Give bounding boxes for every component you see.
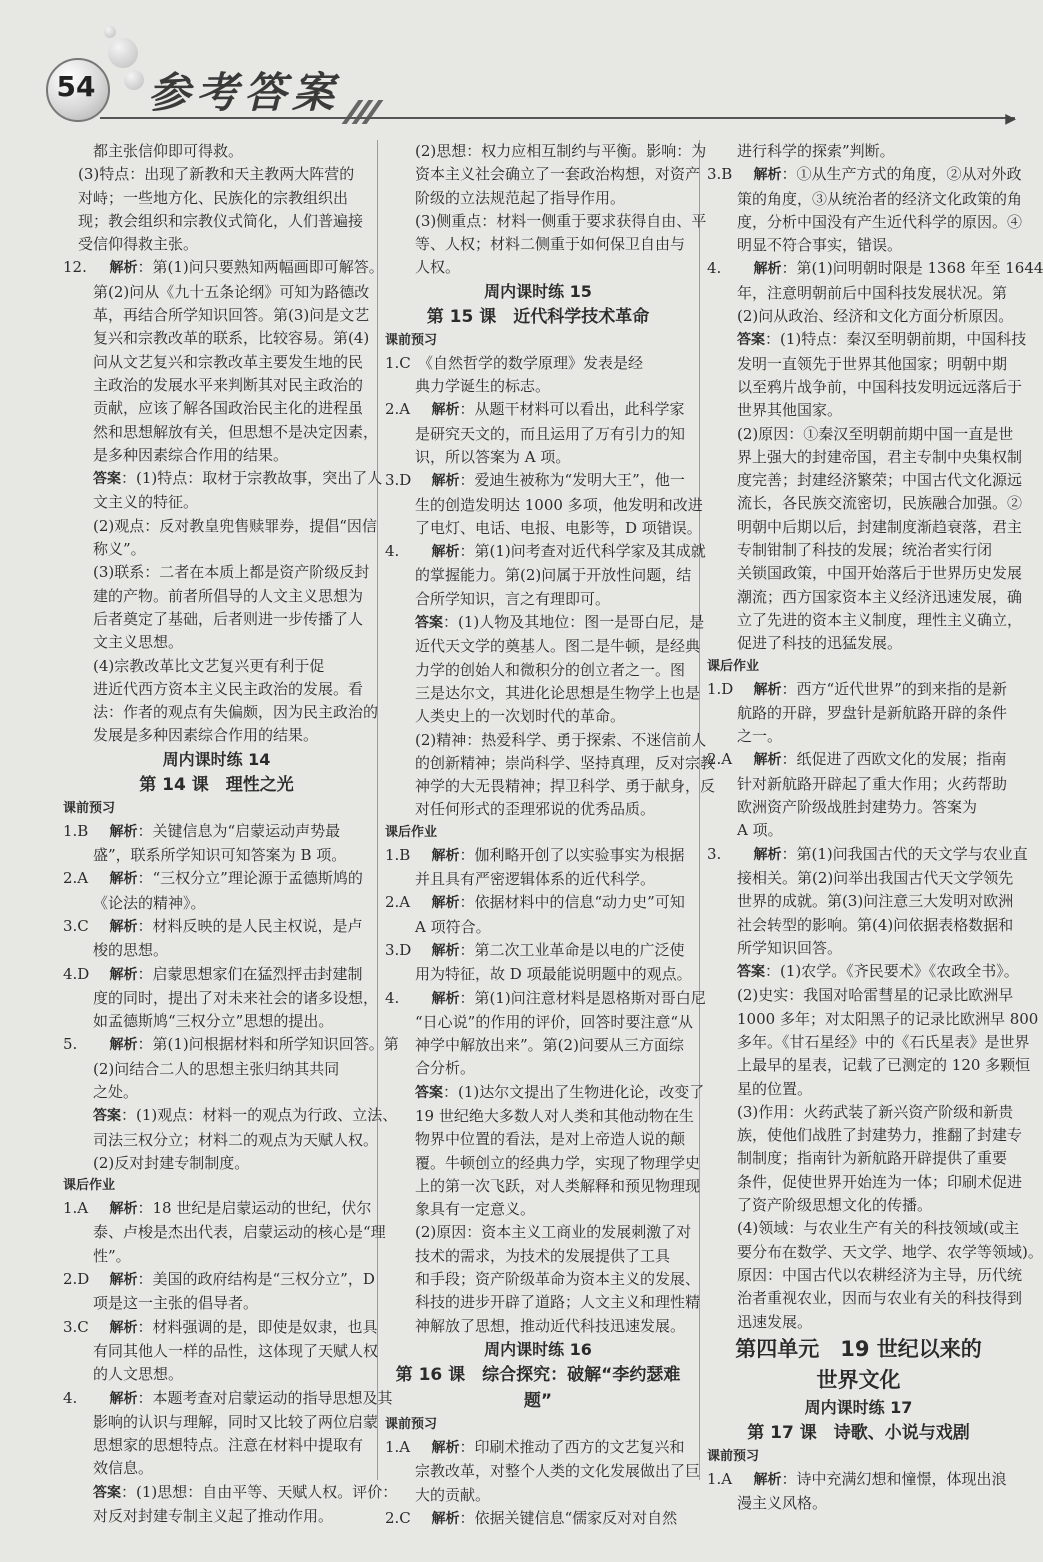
- text-line: 的掌握能力。第(2)问属于开放性问题，结: [415, 566, 692, 585]
- answer-item: [63, 256, 384, 280]
- answer-item: [707, 843, 1028, 867]
- text-line: 技术的需求，为技术的发展提供了工具: [415, 1246, 671, 1265]
- text-line: 大的贡献。: [415, 1485, 491, 1504]
- text-line: 贡献，应该了解各国政治民主化的进程虽: [93, 399, 364, 418]
- item-number: 3.D: [385, 471, 412, 490]
- text-line: 科技的进步开辟了道路；人文主义和理性精: [415, 1293, 701, 1312]
- item-text: ：第(1)问我国古代的天文学与农业直: [781, 844, 1028, 863]
- text-line: (2)反对封建专制制度。: [93, 1153, 250, 1172]
- item-label: 解析: [109, 1037, 138, 1054]
- text-line: (2)思想：权力应相互制约与平衡。影响：为: [415, 142, 707, 160]
- answer-item: [385, 1436, 691, 1460]
- text-line: 多年。《甘石星经》中的《石氏星表》是世界: [737, 1032, 1030, 1051]
- text-line: 后者奠定了基础，后者则进一步传播了人: [93, 609, 364, 628]
- subsection-label: 课前预习: [385, 1416, 438, 1432]
- item-label: 解析: [431, 942, 460, 959]
- item-label: 解析: [109, 966, 138, 983]
- item-text: ：纸促进了西欧文化的发展；指南: [781, 750, 1007, 769]
- text-line: 物界中位置的看法，是对上帝造人说的颠: [415, 1130, 686, 1149]
- answer-item: [63, 1387, 393, 1411]
- item-number: 1.A: [707, 1469, 733, 1488]
- text-line: 关锁国政策，中国开始落后于世界历史发展: [737, 564, 1023, 583]
- text-line: 思想家的思想特点。注意在材料中提取有: [93, 1436, 364, 1455]
- text-line: 要分布在数学、天文学、地学、农学等领域)。: [737, 1242, 1043, 1261]
- item-text: ：第(1)问根据材料和所学知识回答。第: [137, 1035, 399, 1054]
- text-line: 主政治的发展水平来判断其对民主政治的: [93, 375, 364, 394]
- text-line: 对反对封建专制主义起了推动作用。: [93, 1507, 334, 1526]
- text-line: 世界的成就。第(3)问注意三大发明对欧洲: [737, 892, 1014, 911]
- section-heading: 周内课时练 15: [484, 281, 592, 301]
- item-number: 2.A: [63, 869, 89, 888]
- item-text: ：美国的政府结构是“三权分立”，D: [137, 1270, 375, 1289]
- text-line: 上最早的星表，记载了已测定的 120 多颗恒: [737, 1056, 1031, 1075]
- item-text: ：(1)达尔文提出了生物进化论，改变了: [443, 1082, 705, 1101]
- text-line: 之一。: [737, 727, 783, 746]
- item-number: 5.: [63, 1035, 78, 1054]
- text-line: 等、人权；材料二侧重于如何保卫自由与: [415, 235, 686, 254]
- text-line: 三是达尔文，其进化论思想是生物学上也是: [415, 683, 701, 702]
- answer-item: [385, 1507, 691, 1531]
- text-line: 现；教会组织和宗教仪式简化，人们普遍接: [78, 211, 364, 230]
- text-line: (4)宗教改革比文艺复兴更有利于促: [93, 656, 325, 675]
- item-text: ：伽利略开创了以实验事实为根据: [459, 845, 685, 864]
- item-number: 1.A: [385, 1437, 411, 1456]
- item-label: 解析: [431, 544, 460, 561]
- item-number: 2.A: [385, 400, 411, 419]
- text-line: A 项符合。: [415, 917, 491, 936]
- item-number: 4.: [707, 259, 722, 278]
- text-line: 合所学知识，言之有理即可。: [415, 589, 611, 608]
- text-line: (3)作用：火药武装了新兴资产阶级和新贵: [737, 1102, 1014, 1121]
- item-text: ：启蒙思想家们在猛烈抨击封建制: [137, 964, 363, 983]
- text-line: 界上强大的封建帝国，君主专制中央集权制: [737, 447, 1023, 466]
- text-line: 了资产阶级思想文化的传播。: [737, 1196, 933, 1215]
- text-line: 识，所以答案为 A 项。: [415, 447, 571, 466]
- item-label: 解析: [431, 895, 460, 912]
- item-label: 解析: [753, 1471, 782, 1488]
- text-line: 是多种因素综合作用的结果。: [93, 445, 289, 464]
- item-number: 4.: [385, 542, 400, 561]
- answer-item: [707, 257, 1043, 281]
- answer-item: [385, 352, 691, 375]
- text-line: 社会转型的影响。第(4)问依据表格数据和: [737, 915, 1014, 934]
- item-number: 3.C: [63, 916, 89, 935]
- item-number: 1.C: [385, 353, 411, 372]
- text-line: 发展是多种因素综合作用的结果。: [93, 726, 319, 745]
- answer-item: [63, 467, 383, 491]
- text-line: 都主张信仰即可得救。: [93, 142, 244, 160]
- item-label: 答案: [415, 615, 443, 632]
- text-line: 生的创造发明达 1000 多项，他发明和改进: [415, 495, 703, 514]
- text-line: 影响的认识与理解，同时又比较了两位启蒙: [93, 1412, 379, 1431]
- item-text: ：本题考查对启蒙运动的指导思想及其: [137, 1388, 393, 1407]
- text-line: 神解放了思想，推动近代科技迅速发展。: [415, 1316, 686, 1335]
- item-text: 《自然哲学的数学原理》发表是经: [418, 353, 644, 372]
- answer-item: [707, 960, 1019, 984]
- item-text: ：印刷术推动了西方的文艺复兴和: [459, 1437, 685, 1456]
- answer-item: [707, 1468, 1010, 1492]
- text-line: (2)史实：我国对哈雷彗星的记录比欧洲早: [737, 986, 1014, 1005]
- text-line: (2)原因：资本主义工商业的发展刺激了对: [415, 1223, 692, 1242]
- text-line: 对峙；一些地方化、民族化的宗教组织出: [78, 188, 349, 207]
- text-line: 并且具有严密逻辑体系的近代科学。: [415, 870, 656, 889]
- column-right: [707, 140, 1043, 1515]
- text-line: A 项。: [737, 821, 783, 840]
- answer-item: [385, 540, 706, 564]
- text-line: 第(2)问从《九十五条论纲》可知为路德改: [93, 282, 370, 301]
- item-label: 解析: [431, 473, 460, 490]
- text-line: 如孟德斯鸠“三权分立”思想的提出。: [93, 1012, 334, 1031]
- item-label: 解析: [109, 1319, 138, 1336]
- text-line: 度完善；封建经济繁荣；中国古代文化源远: [737, 471, 1023, 490]
- item-label: 解析: [753, 681, 782, 698]
- text-line: 发明一直领先于世界其他国家；明朝中期: [737, 354, 1008, 373]
- text-line: 族，使他们战胜了封建势力，推翻了封建专: [737, 1126, 1023, 1145]
- answer-item: [63, 1104, 398, 1128]
- answer-item: [63, 820, 370, 844]
- item-label: 解析: [109, 260, 138, 277]
- item-text: ：材料强调的是，即使是奴隶，也具: [137, 1317, 378, 1336]
- text-line: 专制钳制了科技的发展；统治者实行闭: [737, 541, 993, 560]
- item-label: 解析: [753, 846, 782, 863]
- item-label: 解析: [109, 1390, 138, 1407]
- item-label: 答案: [93, 1108, 121, 1125]
- item-label: 解析: [431, 1510, 460, 1527]
- text-line: 力学的创始人和微积分的创立者之一。图: [415, 660, 686, 679]
- text-line: 治者重视农业，因而与农业有关的科技得到: [737, 1289, 1023, 1308]
- text-line: 称义”。: [93, 540, 146, 559]
- item-text: ：(1)特点：秦汉至明朝前期，中国科技: [765, 330, 1027, 349]
- text-line: 神学的大无畏精神；捍卫科学、勇于献身，反: [415, 777, 716, 796]
- text-line: 是研究天文的，而且运用了万有引力的知: [415, 424, 686, 443]
- item-text: ：第(1)问只要熟知两幅画即可解答。: [137, 258, 384, 277]
- item-number: 3.D: [385, 940, 412, 959]
- text-line: 盛”，联系所学知识可知答案为 B 项。: [93, 846, 347, 865]
- item-number: 3.B: [707, 165, 733, 184]
- text-line: 潮流；西方国家资本主义经济迅速发展，确: [737, 587, 1023, 606]
- text-line: 复兴和宗教改革的联系，比较容易。第(4): [93, 329, 370, 348]
- item-number: 4.: [63, 1388, 78, 1407]
- text-line: 和手段；资产阶级革命为资本主义的发展、: [415, 1270, 701, 1289]
- text-line: “日心说”的作用的评价，回答时要注意“从: [415, 1012, 694, 1031]
- subsection-label: 课后作业: [63, 1178, 116, 1194]
- answer-item: [707, 748, 1010, 772]
- text-line: 泰、卢梭是杰出代表，启蒙运动的核心是“理: [93, 1223, 386, 1242]
- item-text: ：①从生产方式的角度，②从对外政: [781, 165, 1022, 184]
- item-text: ：依据关键信息“儒家反对对自然: [459, 1508, 678, 1527]
- answer-item: [385, 1081, 705, 1105]
- text-line: (3)侧重点：材料一侧重于要求获得自由、平: [415, 211, 707, 230]
- text-line: 度，分析中国没有产生近代科学的原因。④: [737, 212, 1023, 231]
- text-line: 法：作者的观点有失偏颇，因为民主政治的: [93, 703, 379, 722]
- item-text: ：第(1)问明朝时限是 1368 年至 1644: [781, 259, 1043, 278]
- item-number: 2.A: [707, 750, 733, 769]
- item-number: 1.B: [385, 845, 411, 864]
- answer-item: [63, 963, 370, 987]
- item-number: 3.C: [63, 1317, 89, 1336]
- text-line: (4)领域：与农业生产有关的科技领域(或主: [737, 1219, 1020, 1238]
- text-line: 上的第一次飞跃，对人类解释和预见物理现: [415, 1176, 701, 1195]
- text-line: 进行科学的探索”判断。: [737, 142, 895, 160]
- text-line: 梭的思想。: [93, 941, 169, 960]
- item-text: ：18 世纪是启蒙运动的世纪，伏尔: [137, 1199, 372, 1218]
- item-number: 1.D: [707, 679, 734, 698]
- text-line: 之处。: [93, 1082, 139, 1101]
- text-line: 性”。: [93, 1246, 131, 1265]
- text-line: 宗教改革，对整个人类的文化发展做出了巨: [415, 1462, 701, 1481]
- text-line: 效信息。: [93, 1459, 154, 1478]
- text-line: (2)原因：①秦汉至明朝前期中国一直是世: [737, 424, 1014, 443]
- column-middle: [385, 140, 716, 1531]
- decorative-bubble-large: [108, 38, 138, 68]
- item-label: 解析: [753, 167, 782, 184]
- item-text: ：第(1)问注意材料是恩格斯对哥白尼: [459, 988, 706, 1007]
- text-line: 人权。: [415, 258, 461, 277]
- item-text: ：“三权分立”理论源于孟德斯鸠的: [137, 869, 363, 888]
- item-text: ：(1)思想：自由平等、天赋人权。评价：: [121, 1482, 398, 1501]
- item-label: 解析: [109, 1201, 138, 1218]
- lesson-title: 第 15 课 近代科学技术革命: [426, 306, 650, 327]
- text-line: (2)问结合二人的思想主张归纳其共同: [93, 1059, 340, 1078]
- text-line: 迅速发展。: [737, 1312, 813, 1331]
- text-line: 问从文艺复兴和宗教改革主要发生地的民: [93, 352, 364, 371]
- text-line: 所学知识回答。: [737, 938, 843, 957]
- section-heading: 周内课时练 14: [162, 749, 271, 769]
- text-line: 文主义思想。: [93, 633, 184, 652]
- text-line: 用为特征，故 D 项最能说明题中的观点。: [415, 965, 692, 984]
- text-line: 的创新精神；崇尚科学、坚持真理，反对宗教: [415, 753, 716, 772]
- item-number: 4.D: [63, 964, 90, 983]
- text-line: 近代天文学的奠基人。图二是牛顿，是经典: [415, 637, 701, 656]
- item-label: 答案: [737, 964, 765, 981]
- text-line: 以至鸦片战争前，中国科技发明远远落后于: [737, 377, 1023, 396]
- answer-item: [385, 987, 706, 1011]
- item-label: 解析: [109, 871, 138, 888]
- text-line: 对任何形式的歪理邪说的优秀品质。: [415, 800, 656, 819]
- item-label: 解析: [753, 261, 782, 278]
- item-text: ：(1)人物及其地位：图一是哥白尼，是: [443, 613, 705, 632]
- item-label: 答案: [737, 332, 765, 349]
- text-line: (2)问从政治、经济和文化方面分析原因。: [737, 307, 1014, 326]
- item-label: 解析: [431, 1439, 460, 1456]
- text-line: 的人文思想。: [93, 1365, 184, 1384]
- page-title: 参考答案: [148, 68, 341, 117]
- answer-item: [385, 398, 691, 422]
- item-text: ：依据材料中的信息“动力史”可知: [459, 893, 685, 912]
- answer-item: [707, 163, 1022, 187]
- answer-item: [63, 867, 370, 891]
- text-line: 1000 多年；对太阳黑子的记录比欧洲早 800: [737, 1009, 1039, 1028]
- text-line: 建的产物。前者所倡导的人文主义思想为: [93, 586, 364, 605]
- item-label: 解析: [431, 990, 460, 1007]
- item-text: ：(1)特点：取材于宗教故事，突出了人: [121, 469, 383, 488]
- text-line: 有同其他人一样的品性，这体现了天赋人权: [93, 1341, 379, 1360]
- text-line: 明显不符合事实，错误。: [737, 236, 903, 255]
- text-line: (3)特点：出现了新教和天主教两大阵营的: [78, 165, 355, 184]
- text-line: 明朝中后期以后，封建制度渐趋衰落，君主: [737, 517, 1023, 536]
- text-line: 资本主义社会确立了一套政治构想，对资产: [415, 165, 701, 184]
- answer-item: [707, 678, 1010, 702]
- answer-item: [63, 1481, 398, 1505]
- item-label: 解析: [431, 847, 460, 864]
- text-line: 革，再结合所学知识回答。第(3)问是文艺: [93, 306, 370, 325]
- text-line: 神学中解放出来”。第(2)问要从三方面综: [415, 1036, 684, 1055]
- item-number: 2.C: [385, 1508, 411, 1527]
- unit-title: 第四单元 19 世纪以来的: [735, 1336, 982, 1361]
- item-text: ：第二次工业革命是以电的广泛使: [459, 940, 685, 959]
- answer-item: [63, 1197, 370, 1221]
- header-rule: [100, 117, 1015, 119]
- text-line: 年，注意明朝前后中国科技发展状况。第: [737, 283, 1008, 302]
- arrow-right-icon: ▶: [1005, 111, 1016, 127]
- decorative-bubble-small: [104, 26, 116, 38]
- column-divider: [377, 140, 378, 1480]
- item-text: ：从题干材料可以看出，此科学家: [459, 400, 685, 419]
- item-number: 3.: [707, 844, 722, 863]
- subsection-label: 课前预习: [385, 332, 438, 348]
- item-label: 答案: [93, 1484, 121, 1501]
- item-text: ：材料反映的是人民主权说，是卢: [137, 916, 363, 935]
- text-line: 流长，各民族交流密切，民族融合加强。②: [737, 494, 1023, 513]
- item-label: 答案: [93, 471, 121, 488]
- answer-item: [385, 611, 705, 635]
- answer-item: [385, 844, 691, 868]
- item-text: ：西方“近代世界”的到来指的是新: [781, 679, 1007, 698]
- item-number: 12.: [63, 258, 87, 277]
- subsection-label: 课前预习: [707, 1448, 760, 1464]
- item-text: ：关键信息为“启蒙运动声势最: [137, 821, 341, 840]
- page-header: [0, 0, 1024, 140]
- text-line: 针对新航路开辟起了重大作用；火药帮助: [737, 774, 1008, 793]
- text-line: (2)观点：反对教皇兜售赎罪券，提倡“因信: [93, 516, 377, 535]
- subsection-label: 课前预习: [63, 800, 116, 816]
- item-label: 解析: [109, 1272, 138, 1289]
- decorative-bubble-medium: [124, 70, 144, 90]
- text-line: (2)精神：热爱科学、勇于探索、不迷信前人: [415, 730, 707, 749]
- item-label: 解析: [753, 752, 782, 769]
- item-number: 1.B: [63, 821, 89, 840]
- text-line: 条件，促使世界开始连为一体；印刷术促进: [737, 1172, 1023, 1191]
- item-text: ：(1)观点：材料一的观点为行政、立法、: [121, 1106, 398, 1125]
- answer-item: [385, 469, 691, 493]
- lesson-title: 第 17 课 诗歌、小说与戏剧: [747, 1422, 970, 1443]
- text-line: 立了先进的资本主义制度，理性主义确立，: [737, 610, 1023, 629]
- text-line: 象具有一定意义。: [415, 1200, 536, 1219]
- lesson-title: 第 14 课 理性之光: [139, 774, 294, 795]
- answer-item: [707, 328, 1027, 352]
- subsection-label: 课后作业: [385, 824, 438, 840]
- text-line: 19 世纪绝大多数人对人类和其他动物在生: [415, 1106, 694, 1125]
- answer-item: [385, 891, 691, 915]
- item-label: 解析: [109, 823, 138, 840]
- item-label: 解析: [431, 402, 460, 419]
- item-number: 2.A: [385, 893, 411, 912]
- lesson-title: 第 16 课 综合探究：破解“李约瑟难题”: [395, 1364, 681, 1411]
- text-line: 星的位置。: [737, 1079, 813, 1098]
- item-text: ：(1)农学。《齐民要术》《农政全书》。: [765, 962, 1019, 981]
- answer-item: [63, 915, 370, 939]
- text-line: 欧洲资产阶级战胜封建势力。答案为: [737, 798, 978, 817]
- text-line: 覆。牛顿创立的经典力学，实现了物理学史: [415, 1153, 701, 1172]
- text-line: 文主义的特征。: [93, 493, 199, 512]
- text-line: 合分析。: [415, 1059, 476, 1078]
- text-line: 受信仰得救主张。: [78, 235, 199, 254]
- text-line: 策的角度，③从统治者的经济文化政策的角: [737, 189, 1023, 208]
- item-number: 1.A: [63, 1199, 89, 1218]
- answer-item: [63, 1316, 378, 1340]
- subsection-label: 课后作业: [707, 658, 760, 674]
- text-line: 接相关。第(2)问举出我国古代天文学领先: [737, 868, 1014, 887]
- text-line: 然和思想解放有关，但思想不是决定因素，: [93, 422, 379, 441]
- text-line: 促进了科技的迅猛发展。: [737, 634, 903, 653]
- text-line: 了电灯、电话、电报、电影等，D 项错误。: [415, 518, 702, 537]
- answer-item: [385, 939, 691, 963]
- text-line: 进近代西方资本主义民主政治的发展。看: [93, 679, 364, 698]
- text-line: 典力学诞生的标志。: [415, 377, 551, 396]
- answer-item: [63, 1268, 375, 1292]
- text-line: 人类史上的一次划时代的革命。: [415, 707, 626, 726]
- text-line: 项是这一主张的倡导者。: [93, 1294, 259, 1313]
- item-number: 2.D: [63, 1270, 90, 1289]
- item-text: ：诗中充满幻想和憧憬，体现出浪: [781, 1469, 1007, 1488]
- item-label: 答案: [415, 1084, 443, 1101]
- text-line: 漫主义风格。: [737, 1494, 828, 1513]
- text-line: (3)联系：二者在本质上都是资产阶级反封: [93, 563, 370, 582]
- item-text: ：爱迪生被称为“发明大王”，他一: [459, 471, 685, 490]
- text-line: 原因：中国古代以农耕经济为主导，历代统: [737, 1265, 1023, 1284]
- text-line: 制制度；指南针为新航路开辟提供了重要: [737, 1149, 1008, 1168]
- answer-item: [63, 1033, 399, 1057]
- text-line: 阶级的立法规范起了指导作用。: [415, 188, 626, 207]
- section-heading: 周内课时练 16: [484, 1339, 592, 1359]
- page-number: 54: [56, 70, 96, 103]
- text-line: 航路的开辟，罗盘针是新航路开辟的条件: [737, 703, 1008, 722]
- text-line: 《论法的精神》。: [93, 893, 206, 912]
- text-line: 世界其他国家。: [737, 401, 843, 420]
- text-line: 度的同时，提出了对未来社会的诸多设想，: [93, 988, 379, 1007]
- item-label: 解析: [109, 918, 138, 935]
- item-text: ：第(1)问考查对近代科学家及其成就: [459, 542, 706, 561]
- unit-title: 世界文化: [816, 1367, 901, 1392]
- item-number: 4.: [385, 988, 400, 1007]
- section-heading: 周内课时练 17: [804, 1397, 913, 1417]
- text-line: 司法三权分立；材料二的观点为天赋人权。: [93, 1130, 379, 1149]
